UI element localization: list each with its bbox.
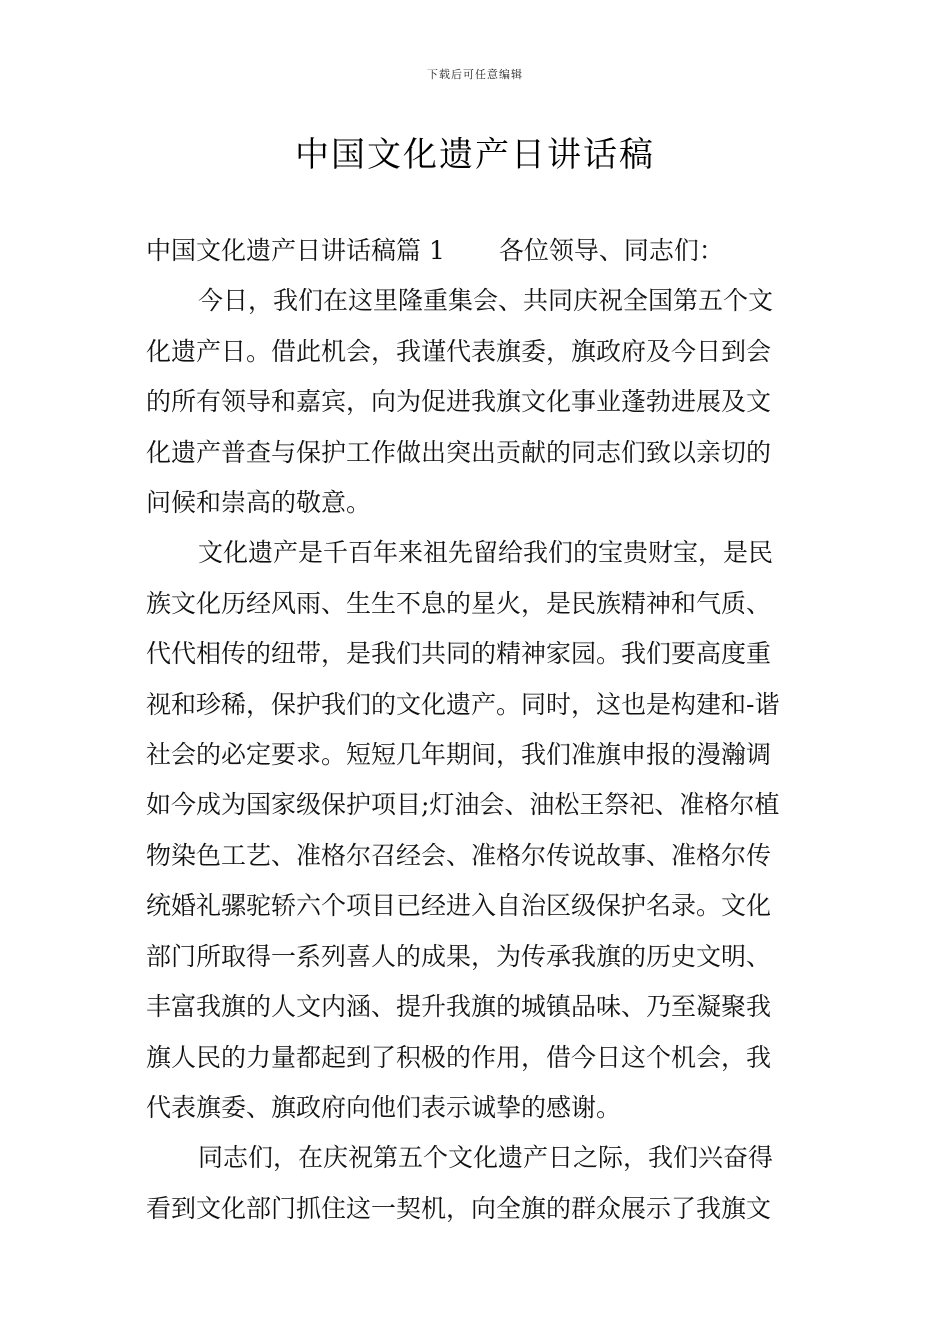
paragraph-3 — [146, 1133, 806, 1234]
paragraph-line: 代表旗委、旗政府向他们表示诚挚的感谢。 — [146, 1092, 622, 1122]
document-title: 中国文化遗产日讲话稿 — [295, 135, 655, 175]
paragraph-line: 物染色工艺、准格尔召经会、准格尔传说故事、准格尔传 — [146, 840, 772, 870]
paragraph-line: 视和珍稀，保护我们的文化遗产。同时，这也是构建和-谐 — [146, 689, 780, 719]
paragraph-line: 代代相传的纽带，是我们共同的精神家园。我们要高度重 — [146, 639, 772, 669]
paragraph-line: 文化遗产是千百年来祖先留给我们的宝贵财宝，是民 — [198, 538, 774, 568]
paragraph-line: 看到文化部门抓住这一契机，向全旗的群众展示了我旗文 — [146, 1193, 772, 1223]
paragraph-1 — [146, 276, 806, 528]
document-body — [146, 226, 806, 1234]
opening-line — [146, 226, 806, 276]
header-note: 下载后可任意编辑 — [427, 68, 523, 81]
paragraph-line: 化遗产日。借此机会，我谨代表旗委，旗政府及今日到会 — [146, 336, 772, 366]
paragraph-line: 今日，我们在这里隆重集会、共同庆祝全国第五个文 — [198, 286, 774, 316]
paragraph-line: 问候和崇高的敬意。 — [146, 488, 372, 518]
paragraph-line: 统婚礼骡驼轿六个项目已经进入自治区级保护名录。文化 — [146, 891, 772, 921]
paragraph-line: 同志们，在庆祝第五个文化遗产日之际，我们兴奋得 — [198, 1143, 774, 1173]
section-heading: 中国文化遗产日讲话稿篇 1 — [146, 236, 445, 265]
paragraph-line: 社会的必定要求。短短几年期间，我们准旗申报的漫瀚调 — [146, 740, 772, 770]
paragraph-line: 的所有领导和嘉宾，向为促进我旗文化事业蓬勃进展及文 — [146, 387, 772, 417]
paragraph-line: 如今成为国家级保护项目;灯油会、油松王祭祀、准格尔植 — [146, 790, 780, 820]
paragraph-line: 化遗产普查与保护工作做出突出贡献的同志们致以亲切的 — [146, 437, 772, 467]
salutation: 各位领导、同志们： — [498, 236, 724, 265]
paragraph-line: 丰富我旗的人文内涵、提升我旗的城镇品味、乃至凝聚我 — [146, 992, 772, 1022]
paragraph-line: 族文化历经风雨、生生不息的星火，是民族精神和气质、 — [146, 588, 772, 618]
paragraph-2 — [146, 528, 806, 1133]
paragraph-line: 部门所取得一系列喜人的成果，为传承我旗的历史文明、 — [146, 941, 772, 971]
paragraph-line: 旗人民的力量都起到了积极的作用，借今日这个机会，我 — [146, 1042, 772, 1072]
